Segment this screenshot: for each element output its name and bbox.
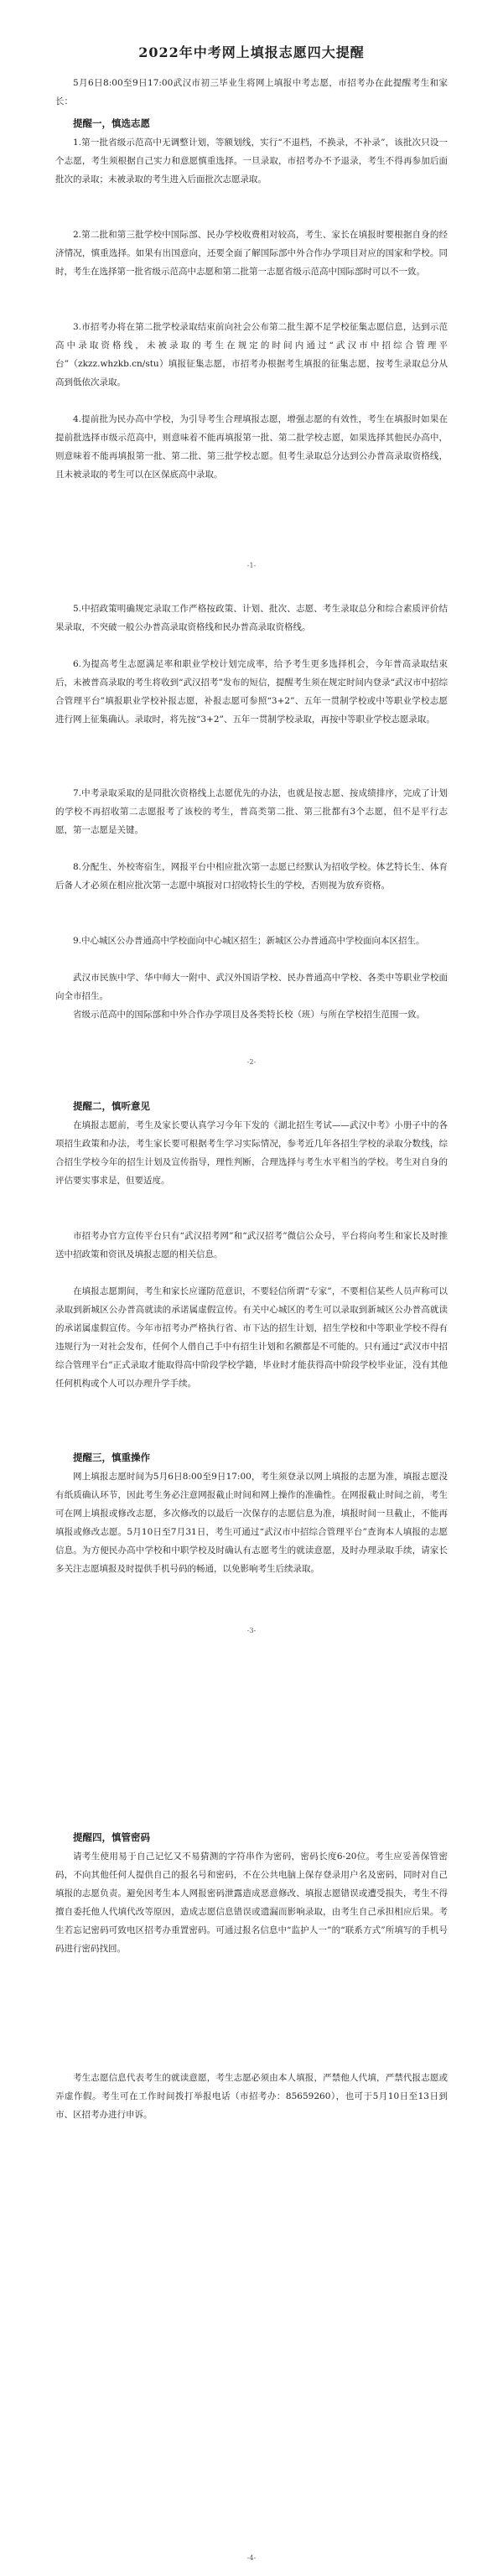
paragraph: 在填报志愿期间，考生和家长应谨防范意识，不要轻信所谓“专家”，不要相信某些人员声称可以录取到新城区公办普高就读的承诺属虚假宣传。有关中心城区的考生可以录取到新城区公办普高就读的承诺属虚假宣传。今年市招考办严格执行省、市下达的招生计划，招生学校和中等职业学校不得有违规行为一对社会发布，任何个人借自己手中有招生计划和名额都是不可能的。只有通过“武汉市中招综合管理平台”正式录取才能取得高中阶段学校学籍，毕业时才能获得高中阶段学校毕业证，没有其他任何机构或个人可以办理升学手续。: [55, 1286, 448, 1389]
paragraph: 考生志愿信息代表考生的就读意愿，考生志愿必须由本人填报，严禁他人代填，严禁代报志愿或弄虚作假。考生可在工作时间拨打举报电话（市招考办：85659260），也可于5月10日至13日到市、区招考办进行申诉。: [55, 2073, 448, 2120]
page-number: -2-: [246, 1058, 257, 1066]
intro-paragraph: 5月6日8:00至9日17:00武汉市初三毕业生将网上填报中考志愿，市招考办在此提醒考生和家长：: [55, 78, 448, 106]
paragraph: 请考生使用易于自己记忆又不易猜测的字符串作为密码，密码长度6-20位。考生应妥善保管密码，不向其他任何人提供自己的报名号和密码，不在公共电脑上保存登录用户名及密码，同时对自己填报的志愿负责。避免因考生本人网报密码泄露造成恶意修改、填报志愿错误或遭受损失，考生不得擅自委托他人代填代改等原因，造成志愿信息错误或遗漏而影响录取，由考生自己承担相应后果。考生若忘记密码可致电区招考办重置密码。可通过报名信息中“监护人一”的“联系方式”所填写的手机号码进行密码找回。: [55, 1852, 448, 1954]
section-heading-2: 提醒二，慎听意见: [73, 1100, 150, 1112]
paragraph: 网上填报志愿时间为5月6日8:00至9日17:00，考生须登录以网上填报的志愿为准，填报志愿没有纸质确认环节，因此考生务必注意网报截止时间和网上操作的准确性。在网报截止时间之前，考生可在网上填报或修改志愿，多次修改的以最后一次保存的志愿信息为准，填报时间一旦截止，不能再填报或修改志愿。5月10日至7月31日，考生可通过“武汉市中招综合管理平台”查询本人填报的志愿信息。为方便民办高中学校和中职学校及时确认有志愿考生的就读意愿，及时办理录取手续，请家长多关注志愿填报及时提供手机号码的畅通，以免影响考生后续录取。: [55, 1472, 448, 1574]
paragraph: 2.第二批和第三批学校中国际部、民办学校收费相对较高，考生、家长在填报时要根据自身的经济情况，慎重选择。如果有出国意向，还要全面了解国际部中外合作办学项目对应的国家和学校。同时，考生在选择第一批省级示范高中志愿和第二批第一志愿省级示范高中国际部时可以不一致。: [55, 230, 448, 277]
paragraph: 1.第一批省级示范高中无调整计划，等额划线，实行“不退档，不换录，不补录”，该批次只设一个志愿，考生须根据自己实力和意愿慎重选择。一旦录取，市招考办不予退录，考生不得再参加后面批次的录取；未被录取的考生进入后面批次志愿录取。: [55, 138, 448, 184]
paragraph: 省级示范高中的国际部和中外合作办学项目及各类特长校（班）与所在学校招生范围一致。: [73, 1010, 425, 1020]
paragraph: 7.中考录取采取的是同批次资格线上志愿优先的办法，也就是按志愿、按成绩排序，完成了计划的学校不再招收第二志愿报考了该校的考生，普高类第二批、第三批都有3个志愿，但不是平行志愿，第一志愿是关键。: [55, 788, 448, 835]
document-title: 2022年中考网上填报志愿四大提醒: [138, 44, 365, 60]
page-number: -1-: [246, 562, 257, 569]
paragraph: 8.分配生、外校寄宿生，网报平台中相应批次第一志愿已经默认为招收学校。体艺特长生、体育后备人才必须在相应批次第一志愿中填报对口招收特长生的学校，否则视为放弃资格。: [55, 862, 448, 891]
paragraph: 市招考办官方宣传平台只有“武汉招考网”和“武汉招考”微信公众号，平台将向考生和家长及时推送中招政策和资讯及填报志愿的相关信息。: [55, 1231, 448, 1259]
paragraph: 5.中招政策明确规定录取工作严格按政策、计划、批次、志愿、考生录取总分和综合素质评价结果录取，不突破一般公办普高录取资格线和民办普高录取资格线。: [55, 604, 448, 632]
page-number: -4-: [246, 2554, 257, 2562]
paragraph: 6.为提高考生志愿满足率和职业学校计划完成率，给予考生更多选择机会，今年普高录取结束后，未被普高录取的考生将收到“武汉招考”发布的短信，提醒考生须在规定时间内登录“武汉市中招综合管理平台”填报职业学校补报志愿，补报志愿可参照“3+2”、五年一贯制学校或中等职业学校志愿进行网上征集确认。录取时，将先按“3+2”、五年一贯制学校录取，再按中等职业学校志愿录取。: [55, 659, 448, 724]
paragraph: 3.市招考办将在第二批学校录取结束前向社会公布第二批生源不足学校征集志愿信息，达到示范高中录取资格线，未被录取的考生在规定的时间内通过“武汉市中招综合管理平台”（zkzz.whzkb.cn/stu）填报征集志愿，市招考办根据考生填报的征集志愿，按考生录取总分从高到低依次录取。: [55, 322, 448, 387]
paragraph: 9.中心城区公办普通高中学校面向中心城区招生；新城区公办普通高中学校面向本区招生。: [73, 936, 425, 946]
paragraph: 武汉市民族中学、华中师大一附中、武汉外国语学校、民办普通高中学校、各类中等职业学校面向全市招生。: [55, 973, 448, 1001]
page-number: -3-: [246, 1627, 257, 1634]
paragraph: 4.提前批为民办高中学校，为引导考生合理填报志愿，增强志愿的有效性，考生在填报时如果在提前批选择市级示范高中，则意味着不能再填报第一批、第二批学校志愿，如果选择其他民办高中，则意味着不能再填报第一批、第二批、第三批学校志愿。但考生录取总分达到公办普高录取资格线，且未被录取的考生可以在区保底高中录取。: [55, 414, 448, 480]
section-heading-1: 提醒一，慎选志愿: [73, 117, 150, 129]
section-heading-4: 提醒四，慎管密码: [73, 1831, 150, 1843]
section-heading-3: 提醒三，慎重操作: [73, 1452, 150, 1463]
paragraph: 在填报志愿前，考生及家长要认真学习今年下发的《湖北招生考试——武汉中考》小册子中的各项招生政策和办法，考生家长要可根据考生学习实际情况，参考近几年各招生学校的录取分数线，综合招生学校今年的招生计划及宣传指导，理性判断，合理选择与考生水平相当的学校。考生对自身的评估要实事求是，但要适度。: [55, 1120, 448, 1186]
